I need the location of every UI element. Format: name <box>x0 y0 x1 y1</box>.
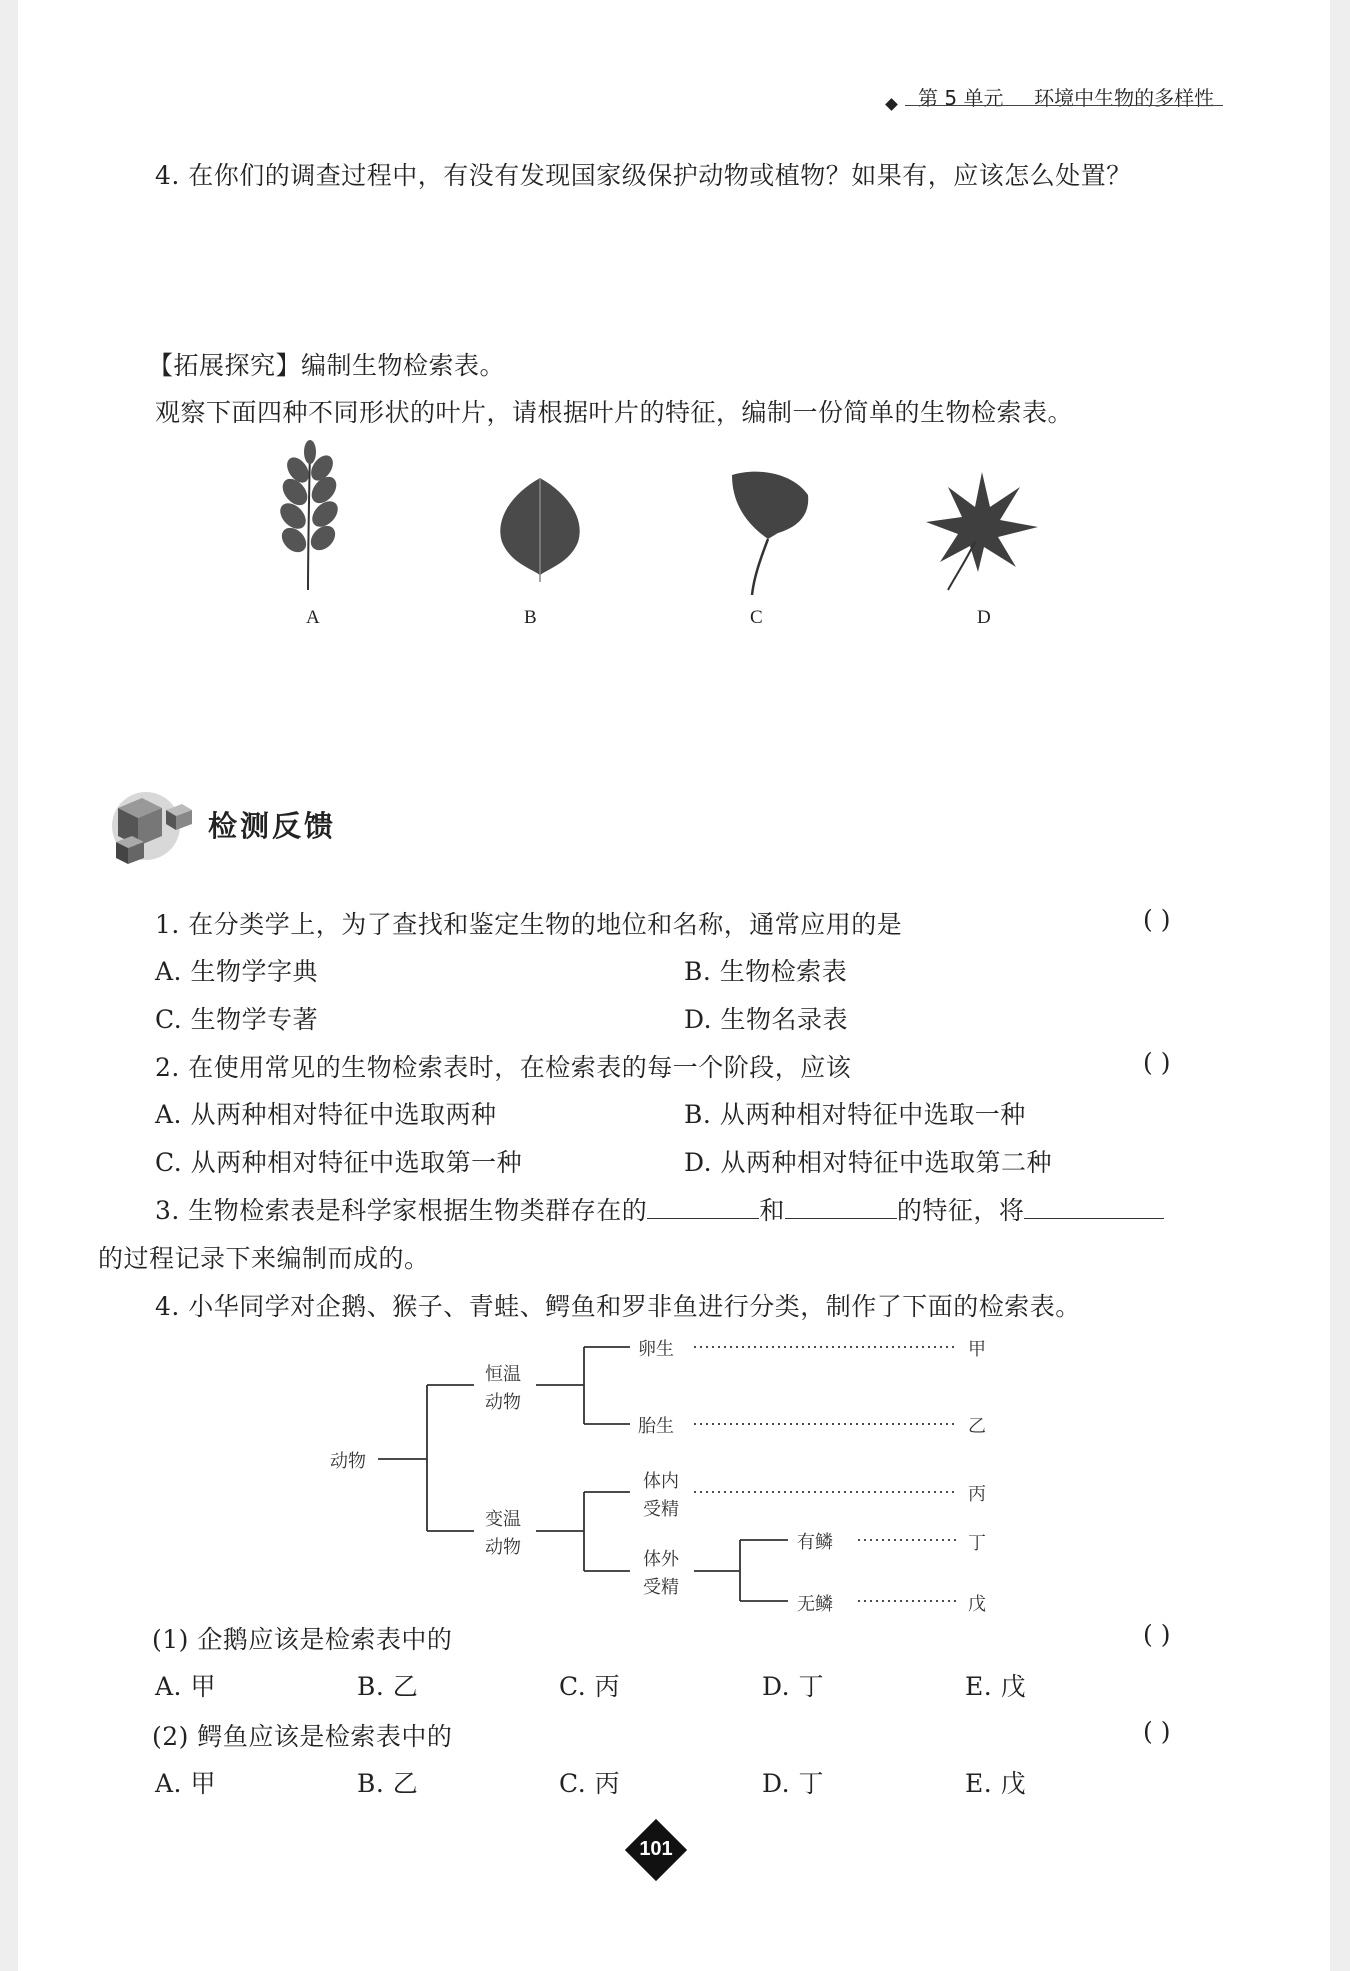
q1-option-a: A. 生物学字典 <box>155 957 318 986</box>
q3-text-3: 的特征，将 <box>896 1196 1025 1225</box>
q2-option-a: A. 从两种相对特征中选取两种 <box>155 1100 497 1129</box>
q2-stem: 2. 在使用常见的生物检索表时，在检索表的每一个阶段，应该 <box>155 1053 852 1082</box>
q3-text-1: 3. 生物检索表是科学家根据生物类群存在的 <box>155 1196 648 1225</box>
page-number: 101 <box>639 1838 673 1860</box>
q1-option-d: D. 生物名录表 <box>684 1005 849 1034</box>
tree-result-yi: 乙 <box>968 1416 986 1437</box>
q4-sub1-option-c: C. 丙 <box>559 1672 621 1701</box>
header-title: 环境中生物的多样性 <box>1034 86 1215 110</box>
q4-sub1-option-d: D. 丁 <box>762 1672 825 1701</box>
q4-sub2-answer-paren[interactable]: ( ) <box>1143 1717 1171 1746</box>
tree-scaleless: 无鳞 <box>797 1594 833 1615</box>
tree-result-ding: 丁 <box>968 1533 986 1554</box>
tree-oviparous: 卵生 <box>638 1339 674 1360</box>
q4-sub1-option-e: E. 戊 <box>965 1672 1027 1701</box>
q4-sub2-stem: (2) 鳄鱼应该是检索表中的 <box>152 1722 453 1751</box>
q1-option-c: C. 生物学专著 <box>155 1005 319 1034</box>
tree-scaled: 有鳞 <box>797 1532 833 1553</box>
q4-sub1-answer-paren[interactable]: ( ) <box>1143 1620 1171 1649</box>
leaf-b-label: B <box>524 607 537 628</box>
tree-warm-2: 动物 <box>485 1392 521 1413</box>
tree-root: 动物 <box>330 1451 366 1472</box>
q4-sub2-option-b: B. 乙 <box>357 1769 419 1798</box>
leaf-c-label: C <box>750 607 763 628</box>
tree-external-1: 体外 <box>643 1549 679 1570</box>
header-unit: 第 5 单元 <box>918 86 1004 110</box>
tree-result-jia: 甲 <box>968 1339 986 1360</box>
q3-text-2: 和 <box>759 1196 785 1225</box>
q4-sub2-option-e: E. 戊 <box>965 1769 1027 1798</box>
extension-heading: 【拓展探究】编制生物检索表。 <box>148 351 506 380</box>
tree-external-2: 受精 <box>643 1577 679 1598</box>
q4-sub2-option-c: C. 丙 <box>559 1769 621 1798</box>
q3-line2: 的过程记录下来编制而成的。 <box>98 1244 430 1273</box>
tree-warm-1: 恒温 <box>485 1364 521 1385</box>
q2-option-b: B. 从两种相对特征中选取一种 <box>684 1100 1026 1129</box>
tree-viviparous: 胎生 <box>638 1416 674 1437</box>
survey-question-4: 4. 在你们的调查过程中，有没有发现国家级保护动物或植物？如果有，应该怎么处置？ <box>155 161 1132 190</box>
q4-sub1-option-b: B. 乙 <box>357 1672 419 1701</box>
tree-cold-1: 变温 <box>485 1509 521 1530</box>
q4-stem: 4. 小华同学对企鹅、猴子、青蛙、鳄鱼和罗非鱼进行分类，制作了下面的检索表。 <box>155 1292 1081 1321</box>
q1-answer-paren[interactable]: ( ) <box>1143 905 1171 934</box>
tree-internal-2: 受精 <box>643 1499 679 1520</box>
tree-cold-2: 动物 <box>485 1537 521 1558</box>
extension-instruction: 观察下面四种不同形状的叶片，请根据叶片的特征，编制一份简单的生物检索表。 <box>155 398 1074 427</box>
q4-sub2-option-a: A. 甲 <box>155 1769 216 1798</box>
tree-internal-1: 体内 <box>643 1471 679 1492</box>
leaf-a-label: A <box>306 607 320 628</box>
section-title: 检测反馈 <box>208 809 337 843</box>
q2-option-c: C. 从两种相对特征中选取第一种 <box>155 1148 523 1177</box>
q2-option-d: D. 从两种相对特征中选取第二种 <box>684 1148 1053 1177</box>
q2-answer-paren[interactable]: ( ) <box>1143 1048 1171 1077</box>
q4-sub2-option-d: D. 丁 <box>762 1769 825 1798</box>
q1-option-b: B. 生物检索表 <box>684 957 848 986</box>
leaf-d-label: D <box>977 607 991 628</box>
q1-stem: 1. 在分类学上，为了查找和鉴定生物的地位和名称，通常应用的是 <box>155 910 903 939</box>
tree-result-bing: 丙 <box>968 1484 986 1505</box>
q4-sub1-stem: (1) 企鹅应该是检索表中的 <box>152 1625 453 1654</box>
tree-result-wu: 戊 <box>968 1594 986 1615</box>
q4-sub1-option-a: A. 甲 <box>155 1672 216 1701</box>
